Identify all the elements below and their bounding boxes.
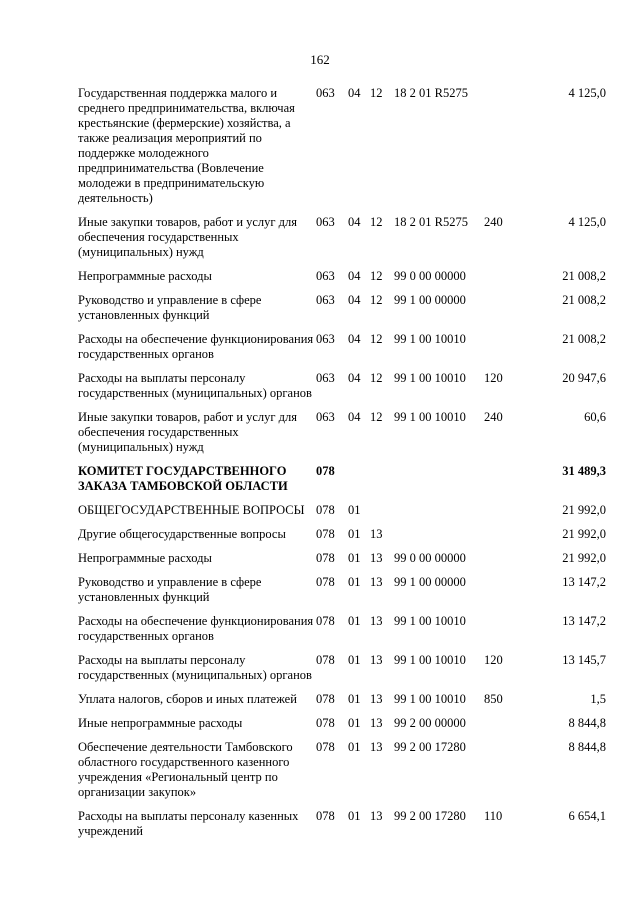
row-expense-type [484, 86, 516, 215]
row-name: Обеспечение деятельности Тамбовского областного государственного казенного учреждения «Региональный центр по организации закупок» [78, 740, 293, 799]
row-amount: 8 844,8 [568, 716, 606, 730]
row-name: Расходы на обеспечение функционирования государственных органов [78, 614, 314, 643]
row-section-code: 04 [348, 293, 361, 307]
row-expense-type: 850 [484, 692, 503, 706]
row-subsection-code: 12 [370, 86, 383, 100]
budget-table [78, 86, 606, 848]
row-target-article: 18 2 01 R5275 [394, 215, 468, 229]
row-section-code [348, 464, 370, 503]
row-target-article: 99 1 00 10010 [394, 614, 466, 628]
row-admin-code: 078 [316, 692, 335, 706]
row-expense-type: 120 [484, 653, 503, 667]
row-target-article [394, 464, 484, 503]
row-amount: 8 844,8 [568, 740, 606, 754]
row-name: Уплата налогов, сборов и иных платежей [78, 692, 297, 706]
row-target-article: 99 0 00 00000 [394, 551, 466, 565]
table-row [78, 269, 606, 293]
row-target-article: 99 2 00 17280 [394, 740, 466, 754]
row-name: Расходы на выплаты персоналу государственных (муниципальных) органов [78, 371, 312, 400]
row-name: Непрограммные расходы [78, 551, 212, 565]
row-subsection-code: 12 [370, 410, 383, 424]
row-name: Непрограммные расходы [78, 269, 212, 283]
row-expense-type [484, 503, 516, 527]
row-admin-code: 063 [316, 293, 335, 307]
row-subsection-code: 13 [370, 716, 383, 730]
table-row [78, 614, 606, 653]
table-row [78, 527, 606, 551]
row-admin-code: 078 [316, 503, 335, 517]
row-admin-code: 078 [316, 809, 335, 823]
row-target-article: 99 1 00 10010 [394, 692, 466, 706]
row-target-article: 99 1 00 10010 [394, 653, 466, 667]
row-expense-type [484, 575, 516, 614]
row-expense-type [484, 293, 516, 332]
row-section-code: 04 [348, 332, 361, 346]
row-subsection-code: 12 [370, 371, 383, 385]
row-name: Руководство и управление в сфере установленных функций [78, 293, 262, 322]
table-row [78, 464, 606, 503]
row-subsection-code: 13 [370, 551, 383, 565]
row-target-article: 99 2 00 00000 [394, 716, 466, 730]
row-name: Иные закупки товаров, работ и услуг для обеспечения государственных (муниципальных) нужд [78, 410, 298, 454]
row-subsection-code [370, 464, 394, 503]
table-row [78, 575, 606, 614]
row-amount: 6 654,1 [568, 809, 606, 823]
table-row [78, 716, 606, 740]
row-amount: 13 147,2 [562, 575, 606, 589]
row-admin-code: 063 [316, 269, 335, 283]
table-row [78, 653, 606, 692]
row-name: Иные непрограммные расходы [78, 716, 243, 730]
row-expense-type [484, 527, 516, 551]
row-target-article: 18 2 01 R5275 [394, 86, 468, 100]
row-name: Расходы на выплаты персоналу государственных (муниципальных) органов [78, 653, 312, 682]
row-section-code: 01 [348, 716, 361, 730]
row-subsection-code: 13 [370, 575, 383, 589]
row-target-article [394, 527, 484, 551]
page-number: 162 [310, 52, 330, 67]
row-target-article: 99 1 00 00000 [394, 293, 466, 307]
row-section-code: 01 [348, 614, 361, 628]
row-subsection-code: 13 [370, 527, 383, 541]
row-section-code: 04 [348, 269, 361, 283]
row-amount: 60,6 [584, 410, 606, 424]
row-section-code: 01 [348, 503, 361, 517]
row-amount: 13 147,2 [562, 614, 606, 628]
row-name: КОМИТЕТ ГОСУДАРСТВЕННОГО ЗАКАЗА ТАМБОВСКОЙ ОБЛАСТИ [78, 464, 288, 493]
budget-table-body [78, 86, 606, 848]
row-subsection-code: 13 [370, 614, 383, 628]
row-admin-code: 078 [316, 740, 335, 754]
row-admin-code: 063 [316, 215, 335, 229]
row-name: Расходы на выплаты персоналу казенных учреждений [78, 809, 299, 838]
table-row [78, 371, 606, 410]
row-amount: 1,5 [590, 692, 606, 706]
row-expense-type [484, 716, 516, 740]
row-target-article: 99 2 00 17280 [394, 809, 466, 823]
row-expense-type: 120 [484, 371, 503, 385]
row-admin-code: 063 [316, 410, 335, 424]
row-section-code: 04 [348, 410, 361, 424]
row-admin-code: 063 [316, 371, 335, 385]
row-name: ОБЩЕГОСУДАРСТВЕННЫЕ ВОПРОСЫ [78, 503, 305, 517]
table-row [78, 551, 606, 575]
row-amount: 21 992,0 [562, 527, 606, 541]
row-admin-code: 078 [316, 575, 335, 589]
table-row [78, 332, 606, 371]
row-section-code: 04 [348, 86, 361, 100]
row-section-code: 04 [348, 371, 361, 385]
row-expense-type: 240 [484, 410, 503, 424]
row-section-code: 04 [348, 215, 361, 229]
row-section-code: 01 [348, 575, 361, 589]
row-subsection-code [370, 503, 394, 527]
row-subsection-code: 12 [370, 293, 383, 307]
row-section-code: 01 [348, 551, 361, 565]
row-admin-code: 078 [316, 527, 335, 541]
table-row [78, 293, 606, 332]
row-name: Иные закупки товаров, работ и услуг для обеспечения государственных (муниципальных) нужд [78, 215, 298, 259]
table-row [78, 692, 606, 716]
row-amount: 4 125,0 [568, 215, 606, 229]
row-subsection-code: 13 [370, 692, 383, 706]
row-expense-type: 240 [484, 215, 503, 229]
table-row [78, 503, 606, 527]
row-admin-code: 078 [316, 464, 335, 478]
row-amount: 21 992,0 [562, 551, 606, 565]
table-row [78, 740, 606, 809]
row-subsection-code: 12 [370, 269, 383, 283]
row-target-article: 99 1 00 10010 [394, 332, 466, 346]
row-subsection-code: 13 [370, 740, 383, 754]
row-amount: 21 008,2 [562, 269, 606, 283]
row-admin-code: 063 [316, 86, 335, 100]
row-admin-code: 063 [316, 332, 335, 346]
row-subsection-code: 12 [370, 332, 383, 346]
row-amount: 21 008,2 [562, 332, 606, 346]
row-admin-code: 078 [316, 716, 335, 730]
row-section-code: 01 [348, 653, 361, 667]
row-section-code: 01 [348, 809, 361, 823]
row-expense-type: 110 [484, 809, 503, 823]
row-expense-type [484, 551, 516, 575]
row-admin-code: 078 [316, 614, 335, 628]
row-amount: 31 489,3 [562, 464, 606, 478]
row-name: Руководство и управление в сфере установленных функций [78, 575, 262, 604]
row-section-code: 01 [348, 692, 361, 706]
row-admin-code: 078 [316, 653, 335, 667]
row-expense-type [484, 740, 516, 809]
row-amount: 21 008,2 [562, 293, 606, 307]
row-subsection-code: 13 [370, 653, 383, 667]
row-expense-type [484, 464, 516, 503]
row-section-code: 01 [348, 527, 361, 541]
row-target-article: 99 0 00 00000 [394, 269, 466, 283]
row-target-article: 99 1 00 00000 [394, 575, 466, 589]
row-amount: 13 145,7 [562, 653, 606, 667]
row-expense-type [484, 332, 516, 371]
table-row [78, 215, 606, 269]
row-name: Государственная поддержка малого и среднего предпринимательства, включая крестьянские (фермерские) хозяйства, а также реализация мероприятий по поддержке молодежного предпринимательства (Вовлечение молодежи в предпринимательскую деятельность) [78, 86, 295, 205]
row-amount: 21 992,0 [562, 503, 606, 517]
table-row [78, 809, 606, 848]
row-amount: 20 947,6 [562, 371, 606, 385]
row-target-article [394, 503, 484, 527]
row-subsection-code: 12 [370, 215, 383, 229]
row-subsection-code: 13 [370, 809, 383, 823]
row-expense-type [484, 614, 516, 653]
row-section-code: 01 [348, 740, 361, 754]
row-name: Другие общегосударственные вопросы [78, 527, 286, 541]
table-row [78, 410, 606, 464]
row-target-article: 99 1 00 10010 [394, 410, 466, 424]
row-target-article: 99 1 00 10010 [394, 371, 466, 385]
row-expense-type [484, 269, 516, 293]
row-amount: 4 125,0 [568, 86, 606, 100]
table-row [78, 86, 606, 215]
row-name: Расходы на обеспечение функционирования государственных органов [78, 332, 314, 361]
row-admin-code: 078 [316, 551, 335, 565]
